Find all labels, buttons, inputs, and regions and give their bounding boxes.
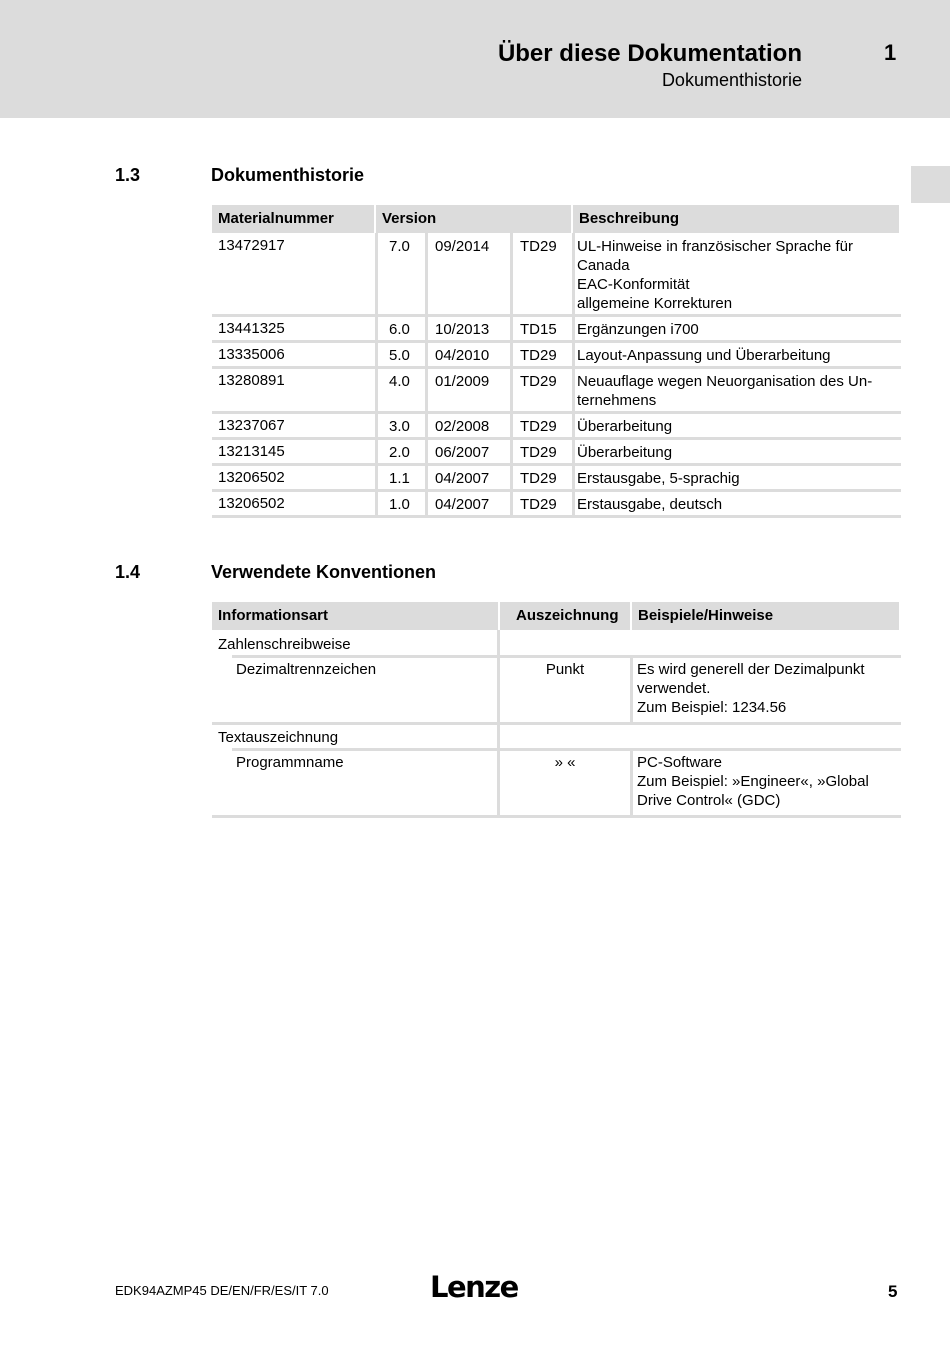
note-line: Drive Control« (GDC) [637, 792, 781, 809]
column-divider [375, 233, 378, 316]
column-divider [510, 465, 513, 491]
column-divider [510, 342, 513, 368]
note-line: verwendet. [637, 680, 711, 697]
version-code: TD29 [520, 496, 557, 513]
version-code: TD29 [520, 238, 557, 255]
material-number: 13280891 [218, 372, 285, 389]
description-line: Neuauflage wegen Neuorganisation des Un- [577, 373, 873, 390]
row-divider [212, 722, 901, 725]
version-date: 04/2010 [435, 347, 490, 364]
column-divider [497, 723, 500, 749]
column-divider [425, 491, 428, 517]
column-divider [572, 233, 575, 316]
column-divider [425, 233, 428, 316]
version-number: 5.0 [389, 347, 410, 364]
description-line: Erstausgabe, 5-sprachig [577, 470, 740, 487]
row-divider [212, 489, 901, 492]
version-number: 1.0 [389, 496, 410, 513]
row-divider [212, 340, 901, 343]
description-line: Überarbeitung [577, 444, 673, 461]
row-divider [212, 411, 901, 414]
lenze-logo: Lenze [430, 1270, 518, 1304]
column-divider [425, 316, 428, 342]
column-divider [425, 465, 428, 491]
column-divider [425, 439, 428, 465]
description-line: Überarbeitung [577, 418, 673, 435]
group-label: Zahlenschreibweise [218, 636, 351, 653]
version-number: 7.0 [389, 238, 410, 255]
row-divider [212, 366, 901, 369]
column-divider [497, 749, 500, 816]
column-divider [510, 439, 513, 465]
column-divider [375, 465, 378, 491]
column-divider [572, 316, 575, 342]
column-divider [425, 342, 428, 368]
material-number: 13206502 [218, 469, 285, 486]
column-divider [510, 316, 513, 342]
material-number: 13206502 [218, 495, 285, 512]
column-divider [375, 413, 378, 439]
note-line: Zum Beispiel: 1234.56 [637, 699, 787, 716]
version-code: TD29 [520, 470, 557, 487]
markup-value: » « [554, 754, 576, 771]
material-number: 13472917 [218, 237, 285, 254]
column-divider [510, 233, 513, 316]
page-number: 5 [888, 1282, 898, 1301]
version-number: 3.0 [389, 418, 410, 435]
description-line: Ergänzungen i700 [577, 321, 699, 338]
page-header [0, 0, 950, 118]
version-date: 04/2007 [435, 496, 490, 513]
version-date: 10/2013 [435, 321, 490, 338]
column-header: Version [376, 205, 571, 233]
column-divider [510, 368, 513, 413]
version-number: 4.0 [389, 373, 410, 390]
version-number: 6.0 [389, 321, 410, 338]
info-item: Dezimaltrennzeichen [236, 661, 377, 678]
version-code: TD29 [520, 373, 557, 390]
version-date: 04/2007 [435, 470, 490, 487]
markup-value: Punkt [545, 661, 585, 678]
column-divider [375, 368, 378, 413]
row-divider [212, 515, 901, 518]
row-divider [212, 463, 901, 466]
header-subtitle: Dokumenthistorie [661, 70, 802, 90]
version-number: 1.1 [389, 470, 410, 487]
column-divider [497, 656, 500, 723]
version-code: TD29 [520, 444, 557, 461]
note-line: Zum Beispiel: »Engineer«, »Global [637, 773, 869, 790]
column-divider [572, 368, 575, 413]
material-number: 13213145 [218, 443, 285, 460]
description-line: EAC-Konformität [577, 276, 690, 293]
column-divider [375, 316, 378, 342]
group-label: Textauszeichnung [218, 729, 339, 746]
column-divider [572, 491, 575, 517]
material-number: 13335006 [218, 346, 285, 363]
section-title: Verwendete Konventionen [211, 562, 437, 582]
description-line: allgemeine Korrekturen [577, 295, 733, 312]
section-number: 1.4 [115, 562, 141, 582]
column-divider [375, 342, 378, 368]
description-line: Layout-Anpassung und Überarbeitung [577, 347, 831, 364]
version-date: 09/2014 [435, 238, 490, 255]
material-number: 13441325 [218, 320, 285, 337]
column-divider [375, 439, 378, 465]
note-line: Es wird generell der Dezimalpunkt [637, 661, 865, 678]
column-divider [510, 491, 513, 517]
column-header: Auszeichnung [500, 602, 630, 630]
column-divider [497, 630, 500, 656]
column-header: Beispiele/Hinweise [632, 602, 899, 630]
description-line: UL-Hinweise in französischer Sprache für [577, 238, 853, 255]
column-divider [630, 656, 633, 723]
version-date: 06/2007 [435, 444, 490, 461]
column-header: Materialnummer [212, 205, 374, 233]
row-divider [212, 437, 901, 440]
header-title: Über diese Dokumentation [497, 40, 802, 67]
row-divider [232, 655, 901, 658]
column-divider [572, 413, 575, 439]
column-divider [425, 413, 428, 439]
column-divider [630, 749, 633, 816]
row-divider [212, 314, 901, 317]
version-code: TD29 [520, 347, 557, 364]
version-number: 2.0 [389, 444, 410, 461]
version-date: 01/2009 [435, 373, 490, 390]
column-divider [375, 491, 378, 517]
row-divider [232, 748, 901, 751]
column-divider [510, 413, 513, 439]
chapter-tab-marker [911, 166, 950, 203]
chapter-number: 1 [884, 40, 897, 65]
description-line: ternehmens [577, 392, 657, 409]
document-id: EDK94AZMP45 DE/EN/FR/ES/IT 7.0 [115, 1283, 329, 1298]
note-line: PC-Software [637, 754, 723, 771]
column-divider [425, 368, 428, 413]
description-line: Erstausgabe, deutsch [577, 496, 723, 513]
version-code: TD29 [520, 418, 557, 435]
column-header: Informationsart [212, 602, 498, 630]
column-divider [572, 439, 575, 465]
description-line: Canada [577, 257, 630, 274]
row-divider [212, 815, 901, 818]
column-divider [572, 342, 575, 368]
section-title: Dokumenthistorie [211, 165, 365, 185]
info-item: Programmname [236, 754, 344, 771]
version-code: TD15 [520, 321, 557, 338]
column-header: Beschreibung [573, 205, 899, 233]
version-date: 02/2008 [435, 418, 490, 435]
section-number: 1.3 [115, 165, 141, 185]
column-divider [572, 465, 575, 491]
material-number: 13237067 [218, 417, 285, 434]
